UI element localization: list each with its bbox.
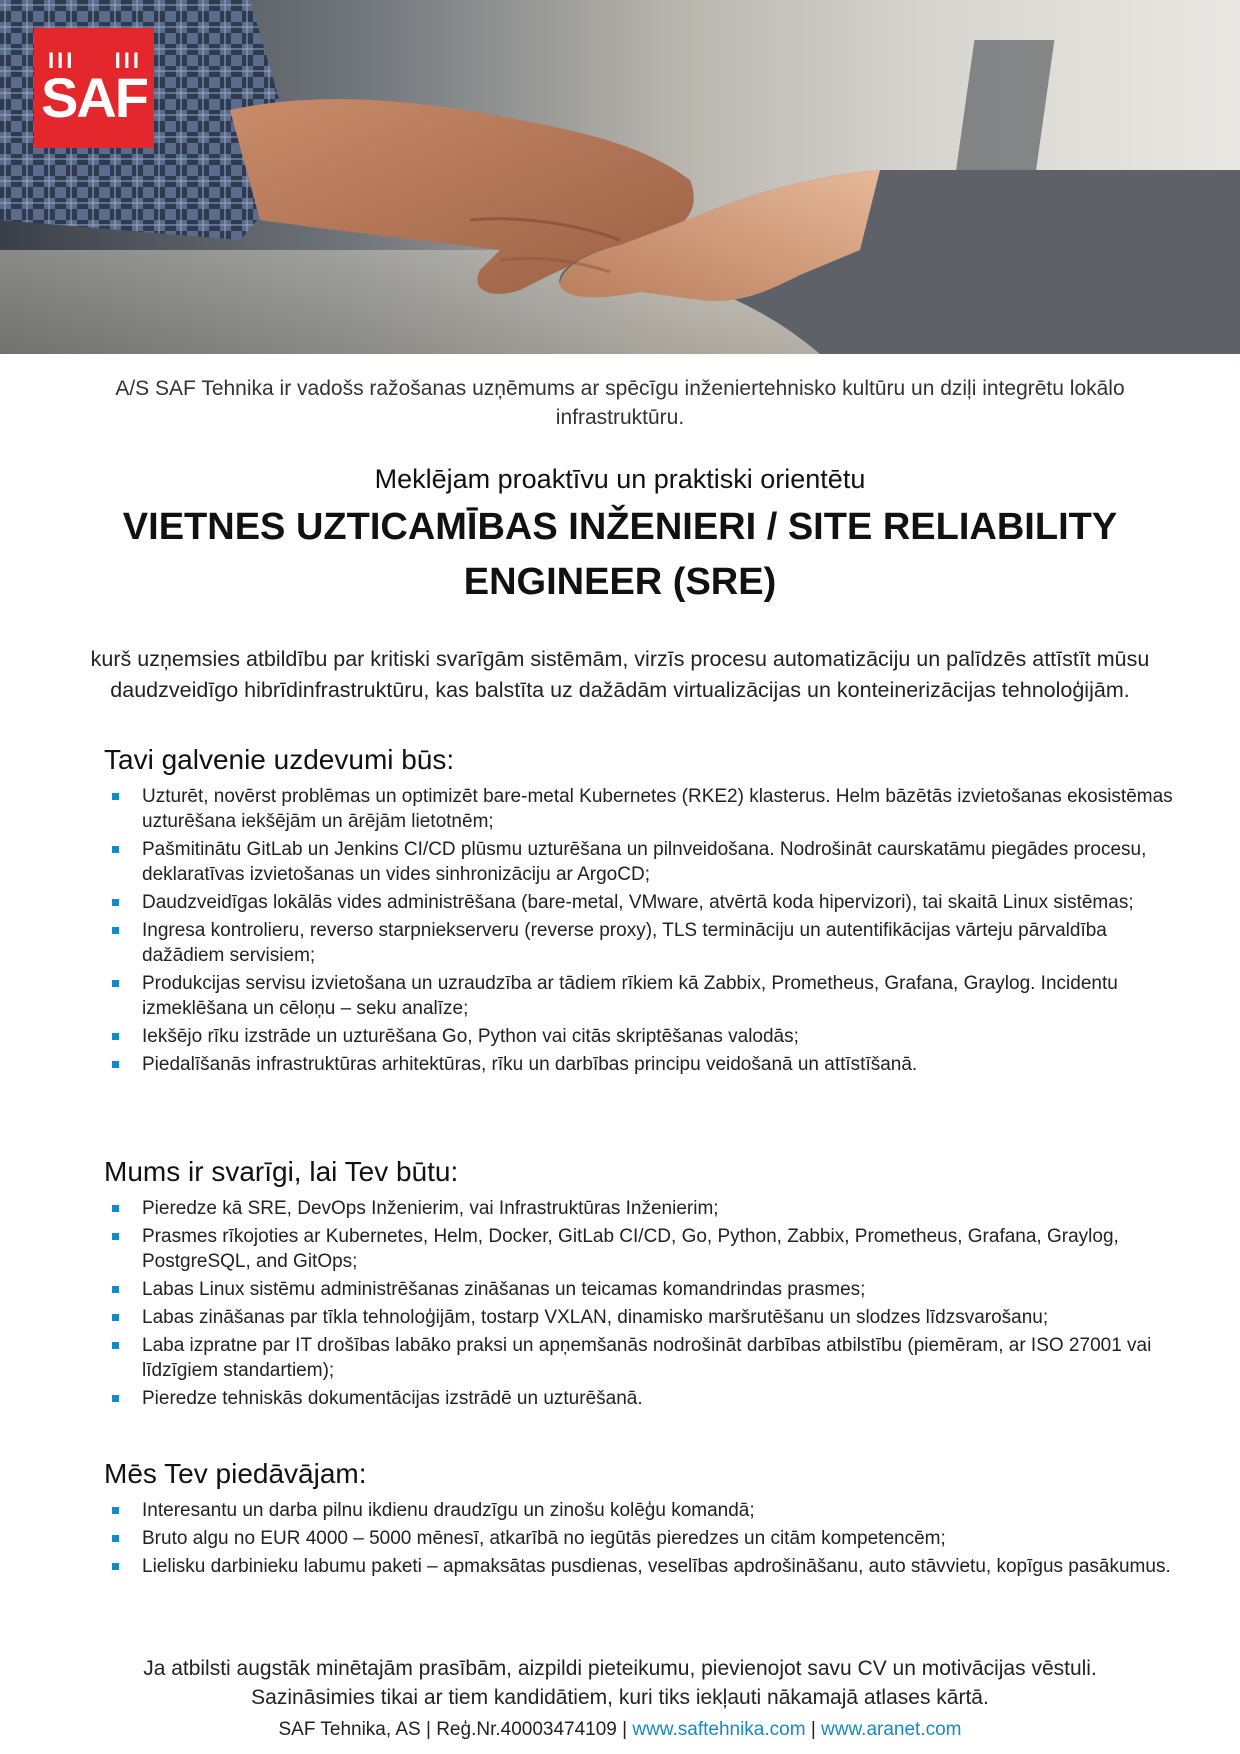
section-heading: Tavi galvenie uzdevumi būs:: [104, 744, 455, 775]
bullet-icon: [112, 846, 119, 853]
bullet-icon: [112, 927, 119, 934]
hero-image: [0, 0, 1240, 354]
saf-logo: [34, 28, 154, 148]
handshake-photo-icon: [0, 0, 1240, 354]
bullet-icon: [112, 1563, 119, 1570]
bullet-icon: [112, 1535, 119, 1542]
section-requirements: [104, 1154, 1194, 1414]
list-item: Laba izpratne par IT drošības labāko praksi un apņemšanās nodrošināt darbības atbilstību (piemēram, ar ISO 27001 vai līdzīgiem standartiem);: [104, 1333, 1194, 1383]
bullet-icon: [112, 1033, 119, 1040]
list-item: Labas Linux sistēmu administrēšanas zināšanas un teicamas komandrindas prasmes;: [104, 1277, 1194, 1302]
section-heading: Mums ir svarīgi, lai Tev būtu:: [104, 1156, 459, 1187]
footer: [70, 1717, 1170, 1743]
bullet-icon: [112, 980, 119, 987]
list-item: Interesantu un darba pilnu ikdienu draudzīgu un zinošu kolēģu komandā;: [104, 1498, 1194, 1523]
list-item: Ingresa kontrolieru, reverso starpniekserveru (reverse proxy), TLS termināciju un autentifikācijas vārteju pārvaldība dažādiem servisiem;: [104, 918, 1194, 968]
section-offer: [104, 1456, 1194, 1582]
logo-bars-right: III: [114, 48, 142, 73]
bullet-icon: [112, 1342, 119, 1349]
job-title: VIETNES UZTICAMĪBAS INŽENIERI / SITE RELIABILITY ENGINEER (SRE): [122, 506, 1118, 603]
intro-text: A/S SAF Tehnika ir vadošs ražošanas uzņēmums ar spēcīgu inženiertehnisko kultūru un dziļi integrētu lokālo infrastruktūru.: [115, 377, 1125, 429]
closing-line-1: Ja atbilsti augstāk minētajām prasībām, aizpildi pieteikumu, pievienojot savu CV un motivācijas vēstuli.: [143, 1657, 1097, 1680]
list-item: Bruto algu no EUR 4000 – 5000 mēnesī, atkarībā no iegūtās pieredzes un citām kompetencēm;: [104, 1526, 1194, 1551]
bullet-icon: [112, 1205, 119, 1212]
lead-text: Meklējam proaktīvu un praktiski orientētu: [374, 464, 866, 494]
website-link-aranet[interactable]: www.aranet.com: [821, 1719, 962, 1740]
bullet-icon: [112, 1233, 119, 1240]
website-link-saftehnika[interactable]: www.saftehnika.com: [632, 1719, 806, 1740]
list-item: Pašmitinātu GitLab un Jenkins CI/CD plūsmu uzturēšana un pilnveidošana. Nodrošināt caurskatāmu piegādes procesu, deklaratīvas izvietošanas un vides sinhronizāciju ar ArgoCD;: [104, 837, 1194, 887]
list-item: Uzturēt, novērst problēmas un optimizēt bare-metal Kubernetes (RKE2) klasterus. Helm bāzētās izvietošanas ekosistēmas uzturēšana iekšējām un ārējām lietotnēm;: [104, 784, 1194, 834]
logo-text: SAF: [41, 66, 147, 129]
bullet-icon: [112, 1507, 119, 1514]
list-item: Piedalīšanās infrastruktūras arhitektūras, rīku un darbības principu veidošanā un attīstīšanā.: [104, 1052, 1194, 1077]
list-item: Daudzveidīgas lokālās vides administrēšana (bare-metal, VMware, atvērtā koda hipervizori), tai skaitā Linux sistēmas;: [104, 890, 1194, 915]
section-heading: Mēs Tev piedāvājam:: [104, 1458, 367, 1489]
bullet-icon: [112, 1061, 119, 1068]
footer-separator: |: [805, 1719, 822, 1740]
bullet-icon: [112, 1314, 119, 1321]
bullet-icon: [112, 1395, 119, 1402]
logo-bars-left: III: [48, 48, 76, 73]
list-item: Prasmes rīkojoties ar Kubernetes, Helm, Docker, GitLab CI/CD, Go, Python, Zabbix, Prometheus, Grafana, Graylog, PostgreSQL, and GitOps;: [104, 1224, 1194, 1274]
bullet-icon: [112, 1286, 119, 1293]
bullet-icon: [112, 899, 119, 906]
job-description: kurš uzņemsies atbildību par kritiski svarīgām sistēmām, virzīs procesu automatizāciju un palīdzēs attīstīt mūsu daudzveidīgo hibrīdinfrastruktūru, kas balstīta uz dažādām virtualizācijas un konteinerizācijas tehnoloģijām.: [90, 647, 1150, 702]
list-item: Pieredze tehniskās dokumentācijas izstrādē un uzturēšanā.: [104, 1386, 1194, 1411]
list-item: Lielisku darbinieku labumu paketi – apmaksātas pusdienas, veselības apdrošināšanu, auto stāvvietu, kopīgus pasākumus.: [104, 1554, 1194, 1579]
list-item: Labas zināšanas par tīkla tehnoloģijām, tostarp VXLAN, dinamisko maršrutēšanu un slodzes līdzsvarošanu;: [104, 1305, 1194, 1330]
list-item: Produkcijas servisu izvietošana un uzraudzība ar tādiem rīkiem kā Zabbix, Prometheus, Grafana, Graylog. Incidentu izmeklēšana un cēloņu – seku analīze;: [104, 971, 1194, 1021]
section-responsibilities: [104, 742, 1194, 1080]
footer-company: SAF Tehnika, AS | Reģ.Nr.40003474109 |: [278, 1719, 633, 1740]
list-item: Iekšējo rīku izstrāde un uzturēšana Go, Python vai citās skriptēšanas valodās;: [104, 1024, 1194, 1049]
closing-line-2: Sazināsimies tikai ar tiem kandidātiem, kuri tiks iekļauti nākamajā atlases kārtā.: [251, 1686, 989, 1709]
list-item: Pieredze kā SRE, DevOps Inženierim, vai Infrastruktūras Inženierim;: [104, 1196, 1194, 1221]
bullet-icon: [112, 793, 119, 800]
closing-text: [70, 1654, 1170, 1712]
